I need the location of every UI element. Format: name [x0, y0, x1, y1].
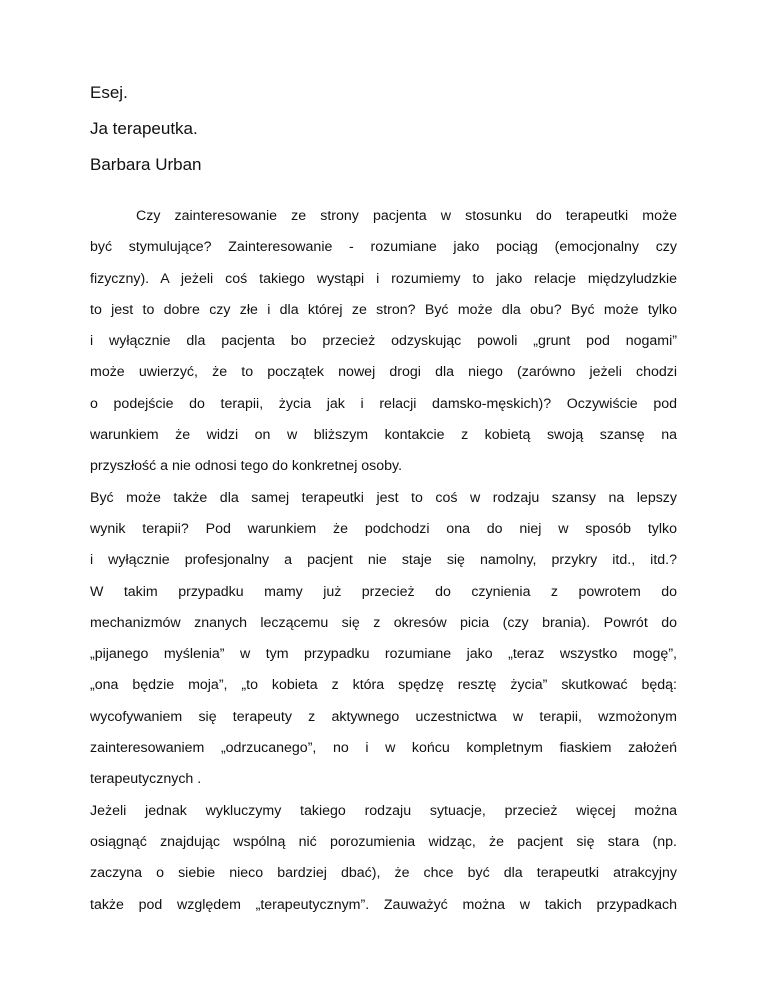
paragraph-1-line-8: warunkiem że widzi on w bliższym kontakcie z kobietą swoją szansę na [90, 427, 677, 444]
paragraph-2-line-3: i wyłącznie profesjonalny a pacjent nie staje się namolny, przykry itd., itd.? [90, 552, 677, 569]
paragraph-1-line-4: to jest to dobre czy złe i dla której ze stron? Być może dla obu? Być może tylko [90, 301, 677, 318]
paragraph-3-line-2: osiągnąć znajdując wspólną nić porozumienia widząc, że pacjent się stara (np. [90, 833, 677, 850]
paragraph-1-line-2: być stymulujące? Zainteresowanie - rozumiane jako pociąg (emocjonalny czy [90, 239, 677, 256]
paragraph-2-line-5: mechanizmów znanych leczącemu się z okresów picia (czy brania). Powrót do [90, 614, 677, 631]
paragraph-1-line-9: przyszłość a nie odnosi tego do konkretnej osoby. [90, 458, 403, 475]
document-author: Barbara Urban [90, 155, 202, 174]
paragraph-2-line-9: zainteresowaniem „odrzucanego”, no i w końcu kompletnym fiaskiem założeń [90, 740, 677, 757]
paragraph-2-line-1: Być może także dla samej terapeutki jest to coś w rodzaju szansy na lepszy [90, 489, 677, 506]
paragraph-1-line-5: i wyłącznie dla pacjenta bo przecież odzyskując powoli „grunt pod nogami” [90, 333, 677, 350]
paragraph-2-line-10: terapeutycznych . [90, 771, 202, 788]
document-header [90, 82, 690, 190]
paragraph-1-line-3: fizyczny). A jeżeli coś takiego wystąpi i rozumiemy to jako relacje międzyludzkie [90, 270, 677, 287]
paragraph-3-line-3: zaczyna o siebie nieco bardziej dbać), że chce być dla terapeutki atrakcyjny [90, 865, 677, 882]
document-title: Ja terapeutka. [90, 119, 198, 138]
paragraph-2-line-6: „pijanego myślenia” w tym przypadku rozumiane jako „teraz wszystko mogę”, [90, 646, 677, 663]
paragraph-1-line-7: o podejście do terapii, życia jak i relacji damsko-męskich)? Oczywiście pod [90, 395, 677, 412]
document-genre: Esej. [90, 83, 128, 102]
paragraph-3-line-1: Jeżeli jednak wykluczymy takiego rodzaju sytuacje, przecież więcej można [90, 802, 677, 819]
paragraph-3-line-4: także pod względem „terapeutycznym”. Zauważyć można w takich przypadkach [90, 896, 677, 913]
paragraph-2-line-8: wycofywaniem się terapeuty z aktywnego uczestnictwa w terapii, wzmożonym [90, 708, 677, 725]
paragraph-2-line-2: wynik terapii? Pod warunkiem że podchodzi ona do niej w sposób tylko [90, 520, 677, 537]
paragraph-2-line-4: W takim przypadku mamy już przecież do czynienia z powrotem do [90, 583, 677, 600]
paragraph-1-line-6: może uwierzyć, że to początek nowej drogi dla niego (zarówno jeżeli chodzi [90, 364, 677, 381]
paragraph-1-line-1: Czy zainteresowanie ze strony pacjenta w stosunku do terapeutki może [136, 208, 677, 224]
essay-body [90, 201, 677, 921]
paragraph-2-line-7: „ona będzie moja”, „to kobieta z która spędzę resztę życia” skutkować będą: [90, 677, 677, 694]
